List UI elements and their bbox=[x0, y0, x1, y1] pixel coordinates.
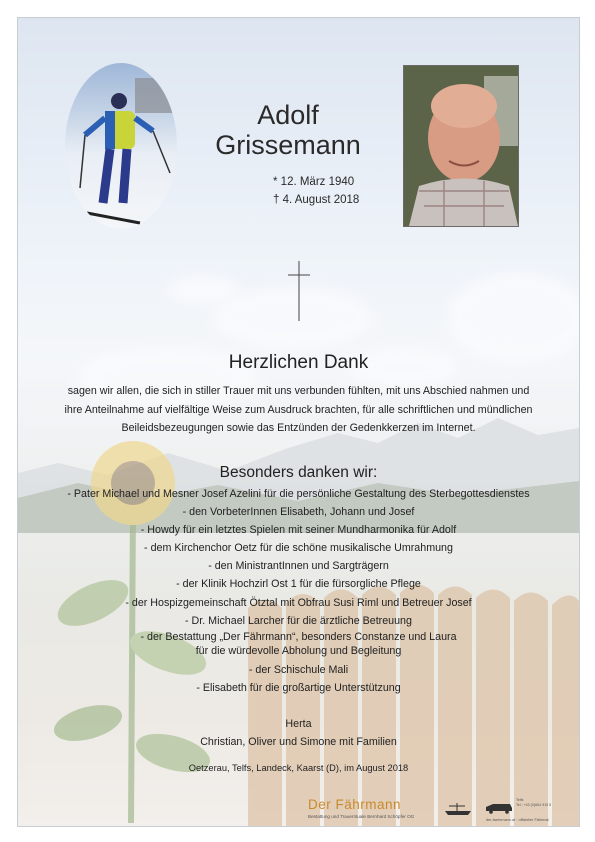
list-item: - den VorbeterInnen Elisabeth, Johann und Josef bbox=[182, 506, 415, 519]
special-thanks-list bbox=[18, 485, 579, 697]
boat-icon bbox=[443, 802, 473, 816]
portrait-photo bbox=[403, 65, 519, 227]
place-and-date: Oetzerau, Telfs, Landeck, Kaarst (D), im August 2018 bbox=[188, 763, 409, 773]
list-item: - der Schischule Mali bbox=[248, 663, 349, 676]
contact-line: Telfs bbox=[516, 798, 524, 802]
last-name: Grissemann bbox=[215, 130, 361, 160]
list-item: - Dr. Michael Larcher für die ärztliche Betreuung bbox=[185, 614, 412, 627]
signoff-family: Christian, Oliver und Simone mit Familien bbox=[200, 736, 397, 748]
list-item: für die würdevolle Abholung und Begleitung bbox=[195, 644, 402, 657]
first-name: Adolf bbox=[257, 100, 319, 130]
obituary-card bbox=[17, 17, 580, 827]
funeral-home-website: der-faehrmann.at · offizieller Fährmat bbox=[486, 818, 549, 822]
signoff bbox=[18, 715, 579, 751]
list-item: - der Klinik Hochzirl Ost 1 für die fürsorgliche Pflege bbox=[176, 578, 421, 591]
life-dates bbox=[273, 173, 359, 209]
thanks-paragraph bbox=[40, 382, 557, 438]
list-item: - Pater Michael und Mesner Josef Azelini für die persönliche Gestaltung des Sterbegottesdienstes bbox=[67, 488, 530, 500]
signoff-name: Herta bbox=[285, 718, 312, 730]
funeral-home-subtitle: Bestattung und Trauerrituale Bernhard Schöpfer OG bbox=[308, 814, 415, 819]
list-item: - dem Kirchenchor Oetz für die schöne musikalische Umrahmung bbox=[144, 542, 453, 555]
list-item: - Elisabeth für die großartige Unterstützung bbox=[196, 681, 401, 694]
contact-line: Tel.: +43 (0)664 915 5 bbox=[516, 803, 552, 807]
funeral-home-contact bbox=[516, 798, 551, 808]
thanks-heading: Herzlichen Dank bbox=[228, 352, 369, 373]
list-item: - Howdy für ein letztes Spielen mit seiner Mundharmonika für Adolf bbox=[140, 524, 457, 537]
thanks-line: sagen wir allen, die sich in stiller Trauer mit uns verbunden fühlten, mit uns Abschied nahmen und bbox=[67, 385, 530, 397]
funeral-home-logo: Der Fährmann bbox=[308, 797, 402, 812]
skiing-photo bbox=[65, 63, 177, 229]
cross-icon bbox=[288, 261, 310, 321]
death-date: † 4. August 2018 bbox=[273, 194, 360, 206]
list-item: - den MinistrantInnen und Sargträgern bbox=[208, 560, 389, 573]
thanks-line: ihre Anteilnahme auf vielfältige Weise zum Ausdruck brachten, für alle schriftlichen und mündlichen bbox=[64, 403, 533, 416]
special-thanks-heading: Besonders danken wir: bbox=[219, 464, 378, 481]
deceased-name bbox=[208, 100, 368, 160]
list-item: - der Bestattung „Der Fährmann“, besonders Constanze und Laura bbox=[140, 630, 457, 643]
hearse-icon bbox=[485, 802, 513, 814]
birth-date: * 12. März 1940 bbox=[273, 176, 355, 188]
thanks-line: Beileidsbezeugungen sowie das Entzünden der Gedenkkerzen im Internet. bbox=[121, 422, 476, 434]
list-item: - der Hospizgemeinschaft Ötztal mit Obfrau Susi Riml und Betreuer Josef bbox=[125, 596, 472, 609]
